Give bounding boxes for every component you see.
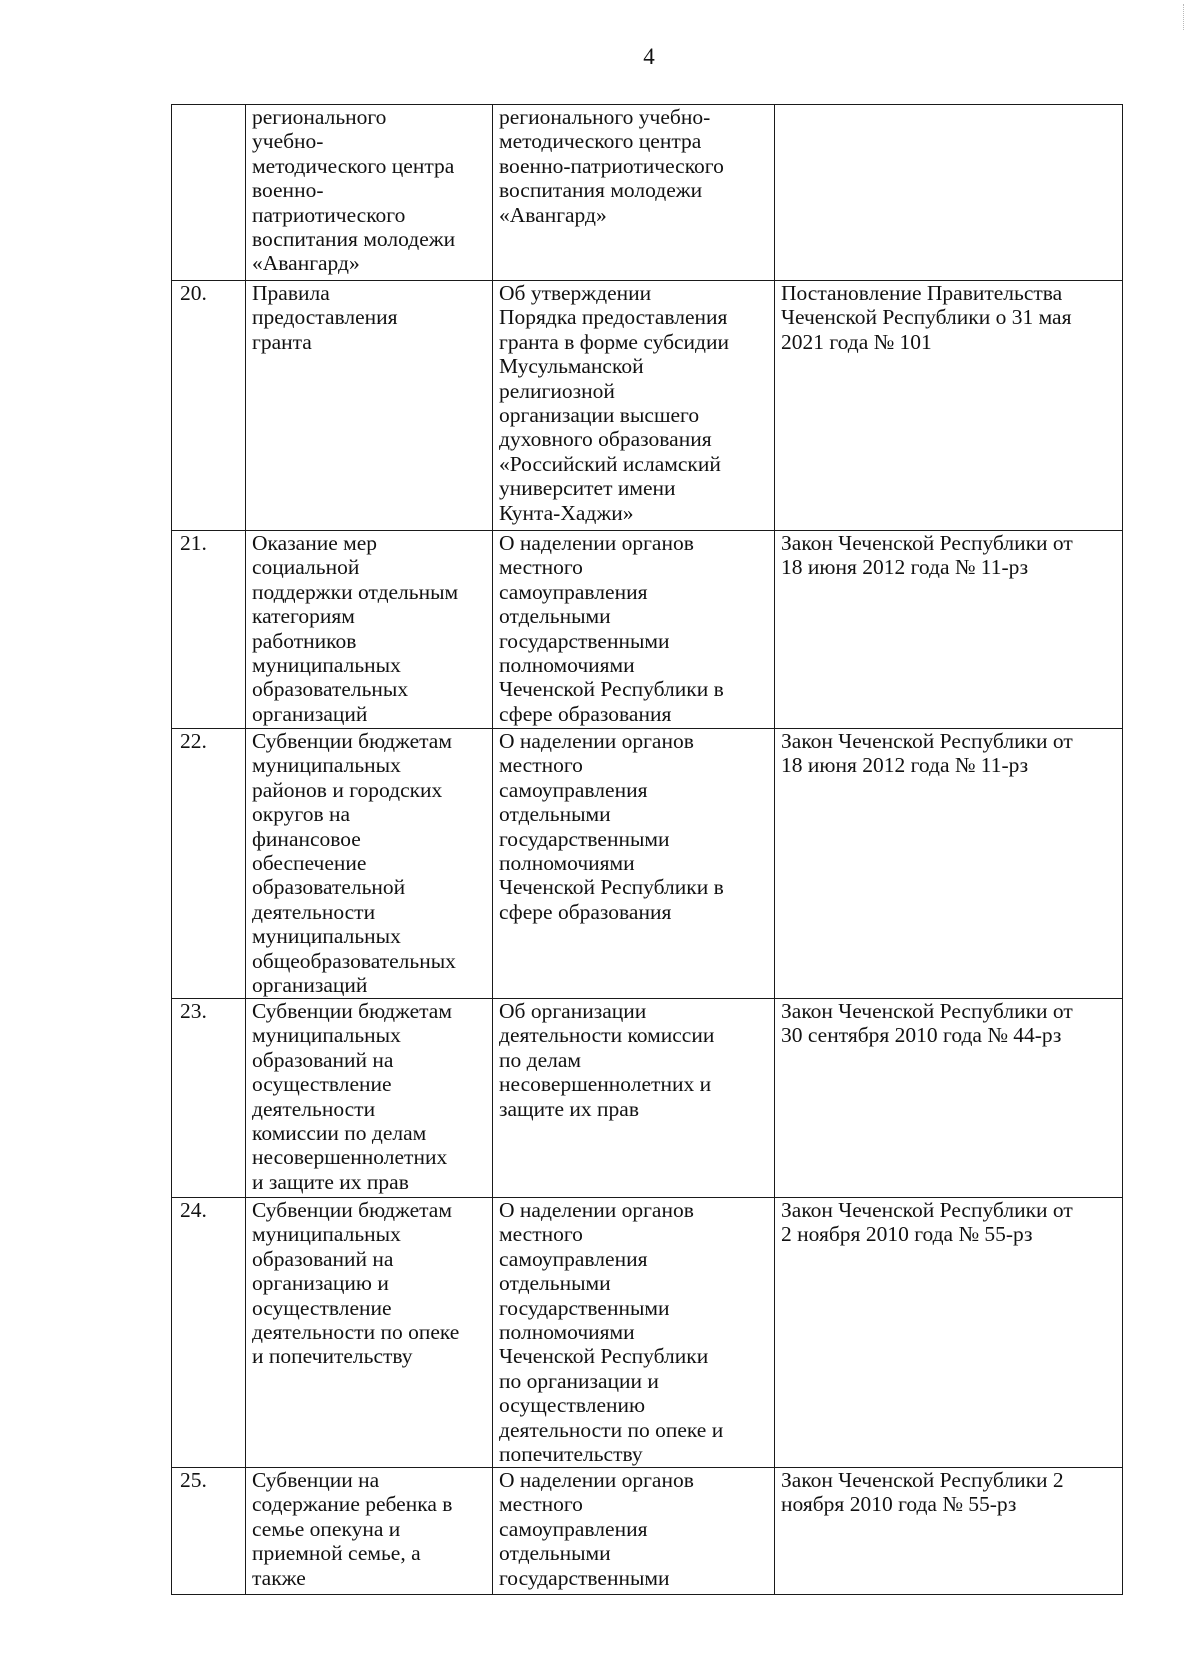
table-row-21 — [172, 531, 1123, 729]
table-row-23 — [172, 999, 1123, 1198]
row-act-title: Об организации деятельности комиссии по делам несовершеннолетних и защите их прав — [493, 999, 775, 1198]
table-row-20 — [172, 281, 1123, 531]
scan-edge-mark — [1183, 4, 1186, 30]
table-row-continuation — [172, 105, 1123, 281]
row-name: Субвенции бюджетам муниципальных образований на осуществление деятельности комиссии по делам несовершеннолетних и защите их прав — [246, 999, 493, 1198]
row-act-title: О наделении органов местного самоуправления отдельными государственными полномочиями Чеченской Республики в сфере образования — [493, 729, 775, 999]
page-number: 4 — [643, 44, 655, 69]
row-act-title: О наделении органов местного самоуправления отдельными государственными полномочиями Чеченской Республики по организации и осуществлению деятельности по опеке и попечительству — [493, 1198, 775, 1468]
row-legal-reference: Закон Чеченской Республики от 18 июня 2012 года № 11-рз — [775, 531, 1123, 729]
row-name: Правила предоставления гранта — [246, 281, 493, 531]
row-number: 20. — [172, 281, 246, 531]
row-legal-reference: Закон Чеченской Республики от 30 сентября 2010 года № 44-рз — [775, 999, 1123, 1198]
document-table — [171, 104, 1123, 1595]
row-legal-reference: Закон Чеченской Республики от 2 ноября 2010 года № 55-рз — [775, 1198, 1123, 1468]
row-name: Субвенции бюджетам муниципальных районов и городских округов на финансовое обеспечение образовательной деятельности муниципальных общеобразовательных организаций — [246, 729, 493, 999]
table-row-22 — [172, 729, 1123, 999]
row-number — [172, 105, 246, 281]
row-legal-reference: Закон Чеченской Республики 2 ноября 2010 года № 55-рз — [775, 1468, 1123, 1595]
row-act-title: О наделении органов местного самоуправления отдельными государственными полномочиями Чеченской Республики в сфере образования — [493, 531, 775, 729]
row-legal-reference: Закон Чеченской Республики от 18 июня 2012 года № 11-рз — [775, 729, 1123, 999]
row-number: 25. — [172, 1468, 246, 1595]
row-act-title: регионального учебно- методического центра военно-патриотического воспитания молодежи «Авангард» — [493, 105, 775, 281]
table-row-25 — [172, 1468, 1123, 1595]
row-name: регионального учебно- методического центра военно- патриотического воспитания молодежи «Авангард» — [246, 105, 493, 281]
row-name: Субвенции на содержание ребенка в семье опекуна и приемной семье, а также — [246, 1468, 493, 1595]
row-number: 24. — [172, 1198, 246, 1468]
row-legal-reference — [775, 105, 1123, 281]
row-name: Оказание мер социальной поддержки отдельным категориям работников муниципальных образовательных организаций — [246, 531, 493, 729]
row-legal-reference: Постановление Правительства Чеченской Республики о 31 мая 2021 года № 101 — [775, 281, 1123, 531]
row-number: 23. — [172, 999, 246, 1198]
row-act-title: Об утверждении Порядка предоставления гранта в форме субсидии Мусульманской религиозной организации высшего духовного образования «Российский исламский университет имени Кунта-Хаджи» — [493, 281, 775, 531]
row-name: Субвенции бюджетам муниципальных образований на организацию и осуществление деятельности по опеке и попечительству — [246, 1198, 493, 1468]
row-number: 21. — [172, 531, 246, 729]
row-number: 22. — [172, 729, 246, 999]
table-row-24 — [172, 1198, 1123, 1468]
row-act-title: О наделении органов местного самоуправления отдельными государственными — [493, 1468, 775, 1595]
